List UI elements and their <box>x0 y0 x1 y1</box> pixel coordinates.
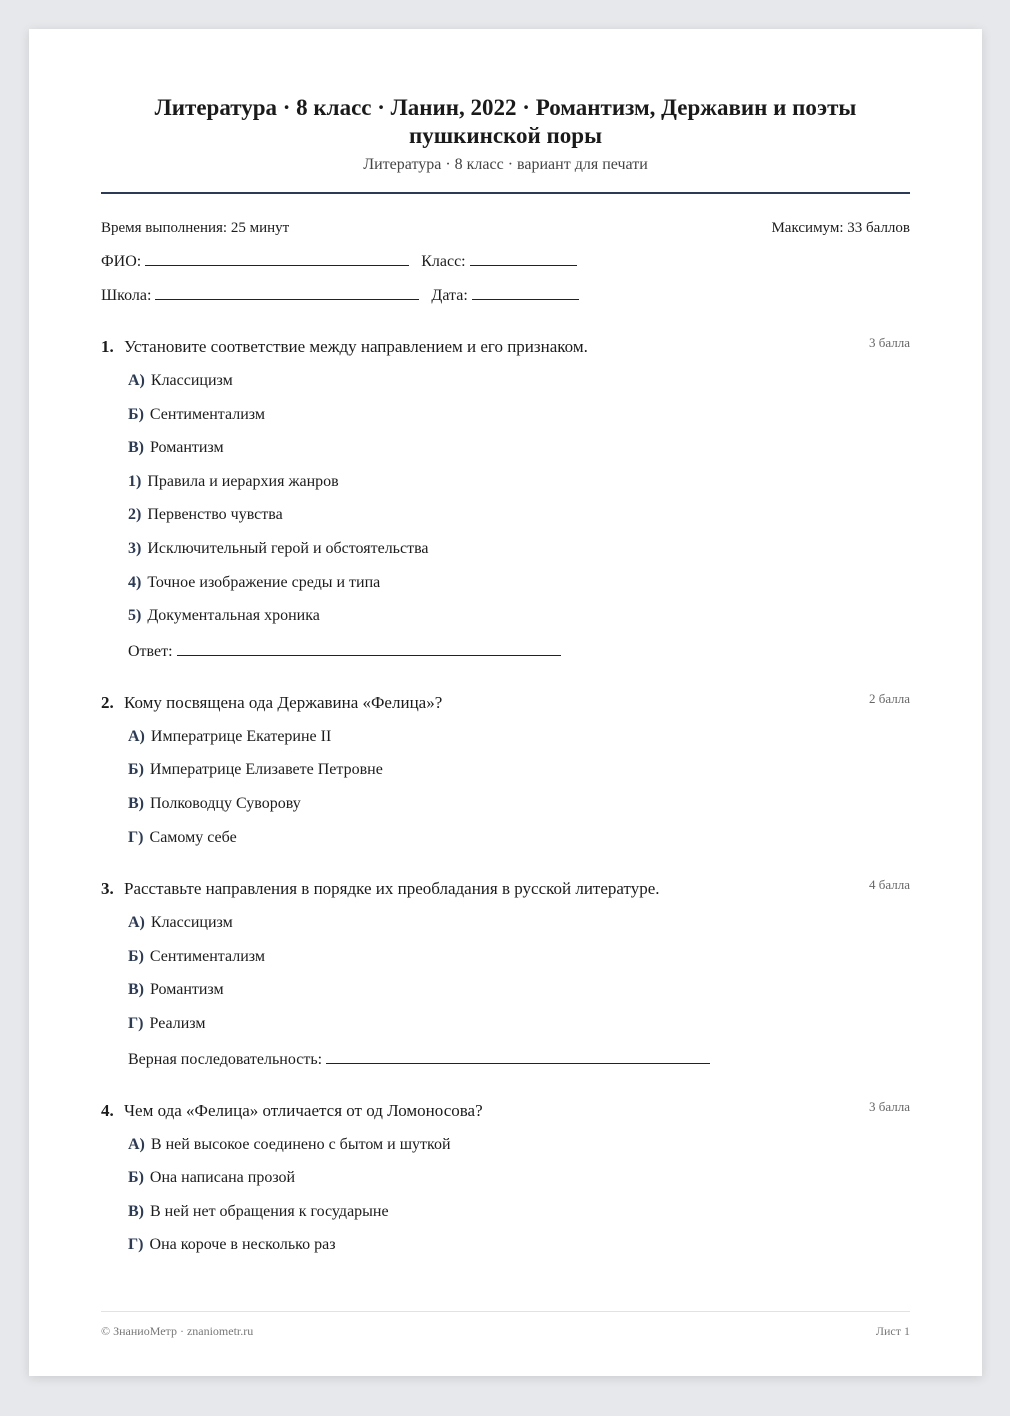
option-text: Классицизм <box>150 372 233 389</box>
question-3 <box>101 879 910 1068</box>
option-text: Первенство чувства <box>147 506 283 524</box>
answer-label: Ответ: <box>128 642 173 660</box>
school-label: Школа: <box>101 287 152 304</box>
page-header <box>101 29 910 194</box>
question-4 <box>101 1098 910 1255</box>
option-label: В) <box>128 981 144 999</box>
option-label: Г) <box>128 1236 144 1254</box>
option-text: Романтизм <box>150 981 224 999</box>
option-item[interactable] <box>128 829 910 848</box>
school-field[interactable] <box>155 285 419 300</box>
option-item[interactable] <box>128 1015 910 1034</box>
answer-field[interactable] <box>177 641 561 656</box>
option-label: 3) <box>128 539 142 557</box>
option-item[interactable] <box>128 1136 910 1155</box>
option-item[interactable] <box>128 981 910 1000</box>
option-text: Романтизм <box>150 439 224 457</box>
fio-label: ФИО: <box>101 253 142 270</box>
option-item[interactable] <box>128 439 910 458</box>
question-2 <box>101 690 910 847</box>
option-item[interactable] <box>128 473 910 492</box>
option-label: В) <box>128 1202 144 1220</box>
question-number: 4. <box>101 1100 114 1120</box>
option-label: В) <box>128 439 144 457</box>
option-label: Б) <box>128 761 144 779</box>
option-label: А) <box>128 1135 145 1153</box>
question-number: 1. <box>101 337 114 356</box>
option-label: А) <box>128 727 145 745</box>
options-list <box>128 914 910 1033</box>
option-item[interactable] <box>128 372 910 391</box>
school-row <box>101 285 910 305</box>
page-subtitle: Литература · 8 класс · вариант для печати <box>363 156 648 173</box>
footer-copyright: © ЗнаниоМетр · znaniometr.ru <box>101 1324 254 1338</box>
option-label: 4) <box>128 573 142 591</box>
option-item[interactable] <box>128 540 910 559</box>
question-points: 3 балла <box>869 1098 910 1114</box>
option-text: Правила и иерархия жанров <box>147 472 339 490</box>
option-label: 5) <box>128 607 142 625</box>
option-text: Императрице Елизавете Петровне <box>149 761 383 779</box>
question-text: Кому посвящена ода Державина «Фелица»? <box>124 692 443 712</box>
question-text: Расставьте направления в порядке их преобладания в русской литературе. <box>124 879 660 899</box>
date-label: Дата: <box>431 287 468 304</box>
option-label: 1) <box>128 472 142 490</box>
worksheet-page <box>29 29 982 1376</box>
option-item[interactable] <box>128 728 910 747</box>
option-item[interactable] <box>128 948 910 967</box>
option-item[interactable] <box>128 795 910 814</box>
option-text: Она короче в несколько раз <box>149 1236 336 1254</box>
option-text: В ней нет обращения к государыне <box>150 1202 389 1220</box>
class-field[interactable] <box>470 251 577 266</box>
date-field[interactable] <box>472 285 579 300</box>
question-points: 3 балла <box>869 335 910 350</box>
options-list <box>128 728 910 847</box>
option-text: Документальная хроника <box>147 607 320 625</box>
option-item[interactable] <box>128 1203 910 1222</box>
option-item[interactable] <box>128 761 910 780</box>
question-points: 4 балла <box>869 877 910 893</box>
option-text: Классицизм <box>150 914 233 932</box>
meta-row <box>101 220 910 237</box>
page-footer <box>101 1311 910 1339</box>
class-label: Класс: <box>421 253 466 270</box>
option-item[interactable] <box>128 406 910 425</box>
question-text: Установите соответствие между направлением и его признаком. <box>124 337 588 356</box>
option-item[interactable] <box>128 506 910 525</box>
option-label: Г) <box>128 1014 144 1032</box>
option-text: Точное изображение среды и типа <box>147 573 381 591</box>
option-text: Она написана прозой <box>149 1169 296 1187</box>
option-label: Б) <box>128 1169 144 1187</box>
footer-page-number: Лист 1 <box>875 1324 910 1338</box>
time-limit: Время выполнения: 25 минут <box>101 220 290 236</box>
answer-row <box>128 641 910 661</box>
option-item[interactable] <box>128 574 910 593</box>
question-number: 3. <box>101 879 114 899</box>
fio-field[interactable] <box>145 251 409 266</box>
answer-field[interactable] <box>326 1049 710 1064</box>
option-label: 2) <box>128 506 142 524</box>
fio-row <box>101 251 910 271</box>
option-text: Самому себе <box>149 828 237 846</box>
question-number: 2. <box>101 692 114 712</box>
answer-label: Верная последовательность: <box>128 1050 323 1068</box>
option-text: Сентиментализм <box>149 947 265 965</box>
option-label: Б) <box>128 947 144 965</box>
max-score: Максимум: 33 баллов <box>771 220 910 236</box>
options-list <box>128 372 910 626</box>
option-item[interactable] <box>128 1236 910 1255</box>
option-item[interactable] <box>128 607 910 626</box>
options-list <box>128 1136 910 1255</box>
option-label: Б) <box>128 405 144 423</box>
option-label: А) <box>128 372 145 389</box>
question-1 <box>101 337 910 661</box>
option-text: Сентиментализм <box>149 405 265 423</box>
option-label: А) <box>128 914 145 932</box>
option-text: Полководцу Суворову <box>150 794 301 812</box>
option-text: Реализм <box>149 1014 206 1032</box>
option-text: В ней высокое соединено с бытом и шуткой <box>150 1135 451 1153</box>
option-label: В) <box>128 794 144 812</box>
option-item[interactable] <box>128 914 910 933</box>
header-divider <box>101 192 910 194</box>
answer-row <box>128 1049 910 1069</box>
question-points: 2 балла <box>869 690 910 706</box>
option-text: Исключительный герой и обстоятельства <box>147 539 429 557</box>
page-content <box>101 29 910 1376</box>
page-title: Литература · 8 класс · Ланин, 2022 · Романтизм, Державин и поэты пушкинской поры <box>154 95 857 148</box>
option-label: Г) <box>128 828 144 846</box>
question-text: Чем ода «Фелица» отличается от од Ломоносова? <box>124 1100 483 1120</box>
option-text: Императрице Екатерине II <box>150 727 332 745</box>
option-item[interactable] <box>128 1169 910 1188</box>
